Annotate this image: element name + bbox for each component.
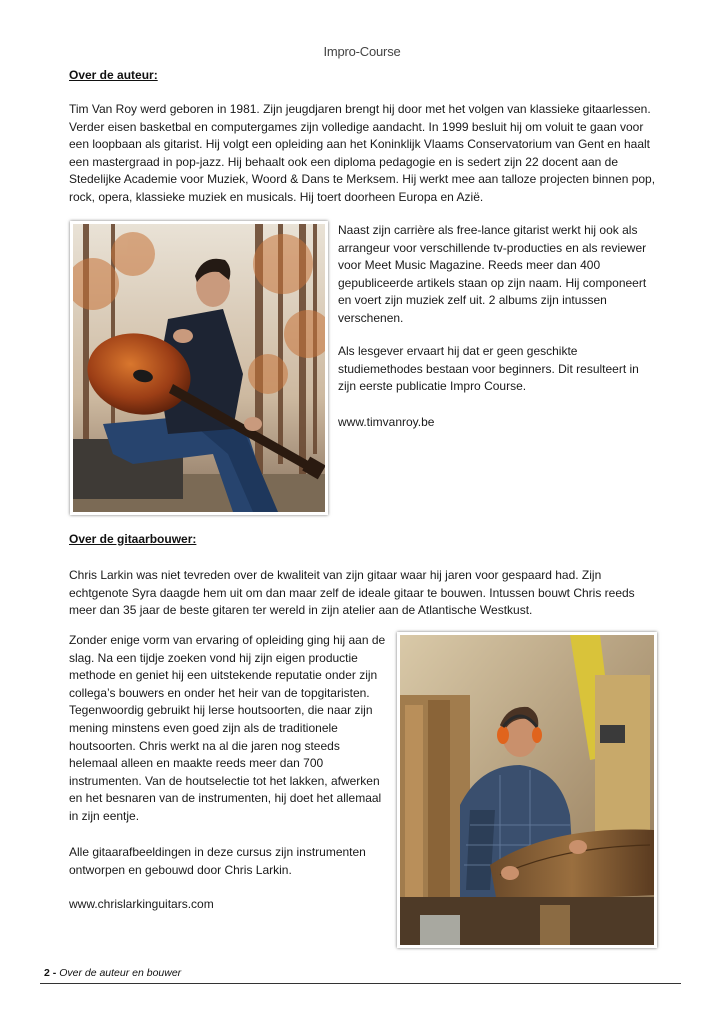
builder-intro-paragraph: Chris Larkin was niet tevreden over de kwaliteit van zijn gitaar waar hij jaren voor gespaard had. Zijn echtgenote Syra daagde hem uit om dan maar zelf de ideale gitaar te bouwen. Intussen bouwt Chris reeds meer dan 35 jaar de beste gitaren ter wereld in zijn atelier aan de Atlantische Westkust. [69,568,635,618]
page-header-title: Impro-Course [323,44,401,59]
builder-website-link[interactable]: www.chrislarkinguitars.com [69,897,214,911]
author-heading: Over de auteur: [69,68,158,82]
footer-separator: - [49,967,60,979]
author-teacher-paragraph: Als lesgever ervaart hij dat er geen geschikte studiemethodes bestaan voor beginners. Dit resulteert in zijn eerste publicatie Impro Course. [338,344,639,394]
author-career-paragraph: Naast zijn carrière als free-lance gitarist werkt hij ook als arrangeur voor verschillende tv-producties en als reviewer voor Meet Music Magazine. Reeds meer dan 400 gepubliceerde artikels staan op zijn naam. Hij componeert en voert zijn muziek zelf uit. 2 albums zijn intussen verschenen. [338,223,647,325]
author-website-link[interactable]: www.timvanroy.be [338,415,435,429]
footer-divider [40,983,681,984]
builder-experience-paragraph: Zonder enige vorm van ervaring of opleiding ging hij aan de slag. Na een tijdje zoeken vond hij zijn eigen productie methode en geniet hij een uitstekende reputatie onder zijn collega’s bouwers en onder het heir van de topgitaristen. Tegenwoordig gebruikt hij lerse houtsoorten, die naar zijn mening minstens even goed zijn als de traditionele houtsoorten. Chris werkt na al die jaren nog steeds helemaal alleen en maakte reeds meer dan 700 instrumenten. Van de houtselectie tot het lakken, afwerken en het besnaren van de instrumenten, hij doet het allemaal in zijn eentje. [69,633,386,823]
page-footer [44,967,181,979]
footer-page-number: 2 [44,967,50,979]
author-intro-paragraph: Tim Van Roy werd geboren in 1981. Zijn jeugdjaren brengt hij door met het volgen van klassieke gitaarlessen. Verder eisen basketbal en computergames zijn volledige aandacht. In 1999 besluit hij om voluit te gaan voor een loopbaan als gitarist. Hij volgt een opleiding aan het Koninklijk Vlaams Conservatorium van Gent en haalt een mastergraad in pop-jazz. Hij behaalt ook een diploma pedagogie en is sedert zijn 22 docent aan de Stedelijke Academie voor Muziek, Woord & Dans te Merksem. Hij werkt mee aan talloze projecten binnen pop, rock, opera, klassieke muziek en musicals. Hij toert doorheen Europa en Azië. [69,102,656,204]
builder-photo [397,632,657,948]
author-photo [70,221,328,515]
footer-section-title: Over de auteur en bouwer [59,967,182,979]
builder-illustrations-paragraph: Alle gitaarafbeeldingen in deze cursus zijn instrumenten ontworpen en gebouwd door Chris Larkin. [69,845,366,877]
author-photo-illustration [73,224,325,512]
builder-heading: Over de gitaarbouwer: [69,532,197,546]
builder-photo-illustration [400,635,654,945]
